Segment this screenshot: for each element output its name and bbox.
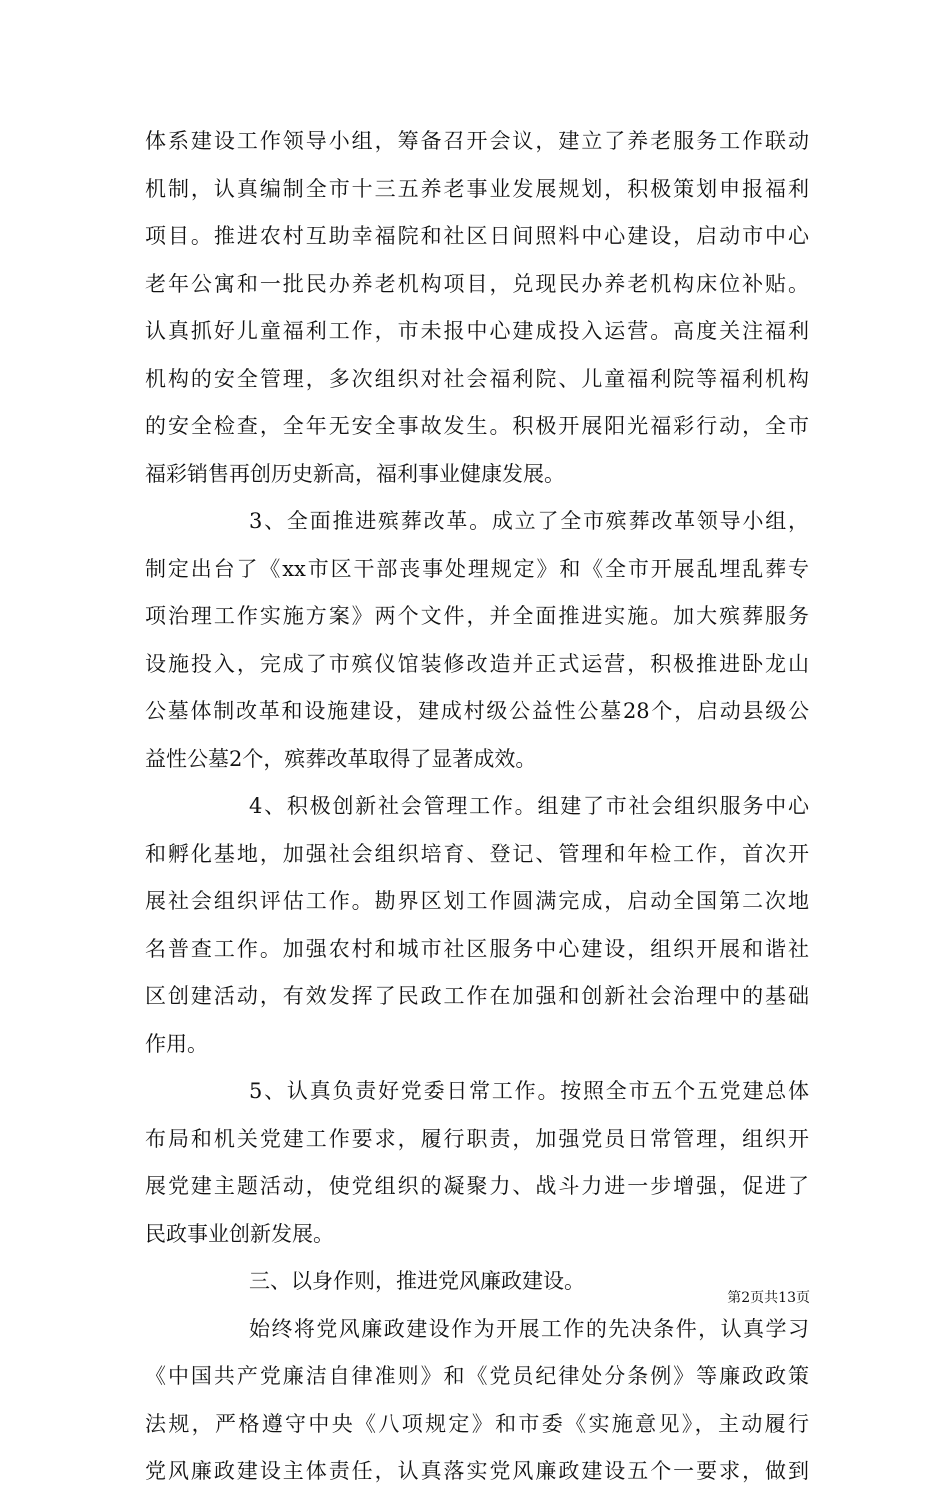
section-heading-4: 4、积极创新社会管理工作。组建了市社会组织服务中心 bbox=[249, 794, 809, 818]
page-number-footer: 第2页共13页 bbox=[727, 1290, 810, 1306]
text-line: 机制，认真编制全市十三五养老事业发展规划，积极策划申报福利 bbox=[145, 176, 809, 201]
text-line: 展社会组织评估工作。勘界区划工作圆满完成，启动全国第二次地 bbox=[145, 889, 809, 913]
text-line: 认真抓好儿童福利工作，市未报中心建成投入运营。高度关注福利 bbox=[145, 319, 809, 343]
text-line: 的安全检查，全年无安全事故发生。积极开展阳光福彩行动，全市 bbox=[145, 414, 809, 438]
text-line: 体系建设工作领导小组，筹备召开会议，建立了养老服务工作联动 bbox=[145, 129, 809, 153]
text-line: 公墓体制改革和设施建设，建成村级公益性公墓28个，启动县级公 bbox=[145, 699, 809, 723]
text-line: 布局和机关党建工作要求，履行职责，加强党员日常管理，组织开 bbox=[145, 1126, 809, 1151]
text-line: 项目。推进农村互助幸福院和社区日间照料中心建设，启动市中心 bbox=[145, 224, 809, 248]
text-line: 益性公墓2个，殡葬改革取得了显著成效。 bbox=[145, 746, 537, 771]
section-heading-three: 三、以身作则，推进党风廉政建设。 bbox=[249, 1269, 585, 1293]
text-line: 党风廉政建设主体责任，认真落实党风廉政建设五个一要求，做到 bbox=[145, 1459, 809, 1483]
text-line: 机构的安全管理，多次组织对社会福利院、儿童福利院等福利机构 bbox=[145, 366, 809, 391]
text-line: 老年公寓和一批民办养老机构项目，兑现民办养老机构床位补贴。 bbox=[145, 271, 809, 296]
section-heading-3: 3、全面推进殡葬改革。成立了全市殡葬改革领导小组， bbox=[249, 509, 809, 533]
text-line: 法规，严格遵守中央《八项规定》和市委《实施意见》，主动履行 bbox=[145, 1411, 809, 1436]
text-line: 制定出台了《xx市区干部丧事处理规定》和《全市开展乱埋乱葬专 bbox=[145, 556, 809, 581]
text-line: 民政事业创新发展。 bbox=[145, 1221, 334, 1246]
text-line: 设施投入，完成了市殡仪馆装修改造并正式运营，积极推进卧龙山 bbox=[145, 651, 809, 676]
text-line: 区创建活动，有效发挥了民政工作在加强和创新社会治理中的基础 bbox=[145, 984, 809, 1008]
text-line: 福彩销售再创历史新高，福利事业健康发展。 bbox=[145, 461, 565, 486]
text-line: 和孵化基地，加强社会组织培育、登记、管理和年检工作，首次开 bbox=[145, 841, 809, 866]
text-line: 作用。 bbox=[145, 1031, 208, 1056]
text-line: 项治理工作实施方案》两个文件，并全面推进实施。加大殡葬服务 bbox=[145, 604, 809, 628]
text-line: 展党建主题活动，使党组织的凝聚力、战斗力进一步增强，促进了 bbox=[145, 1174, 809, 1198]
section-heading-5: 5、认真负责好党委日常工作。按照全市五个五党建总体 bbox=[249, 1079, 809, 1103]
text-line: 《中国共产党廉洁自律准则》和《党员纪律处分条例》等廉政政策 bbox=[145, 1364, 809, 1388]
text-line: 名普查工作。加强农村和城市社区服务中心建设，组织开展和谐社 bbox=[145, 936, 809, 961]
text-line: 始终将党风廉政建设作为开展工作的先决条件，认真学习 bbox=[249, 1316, 809, 1341]
